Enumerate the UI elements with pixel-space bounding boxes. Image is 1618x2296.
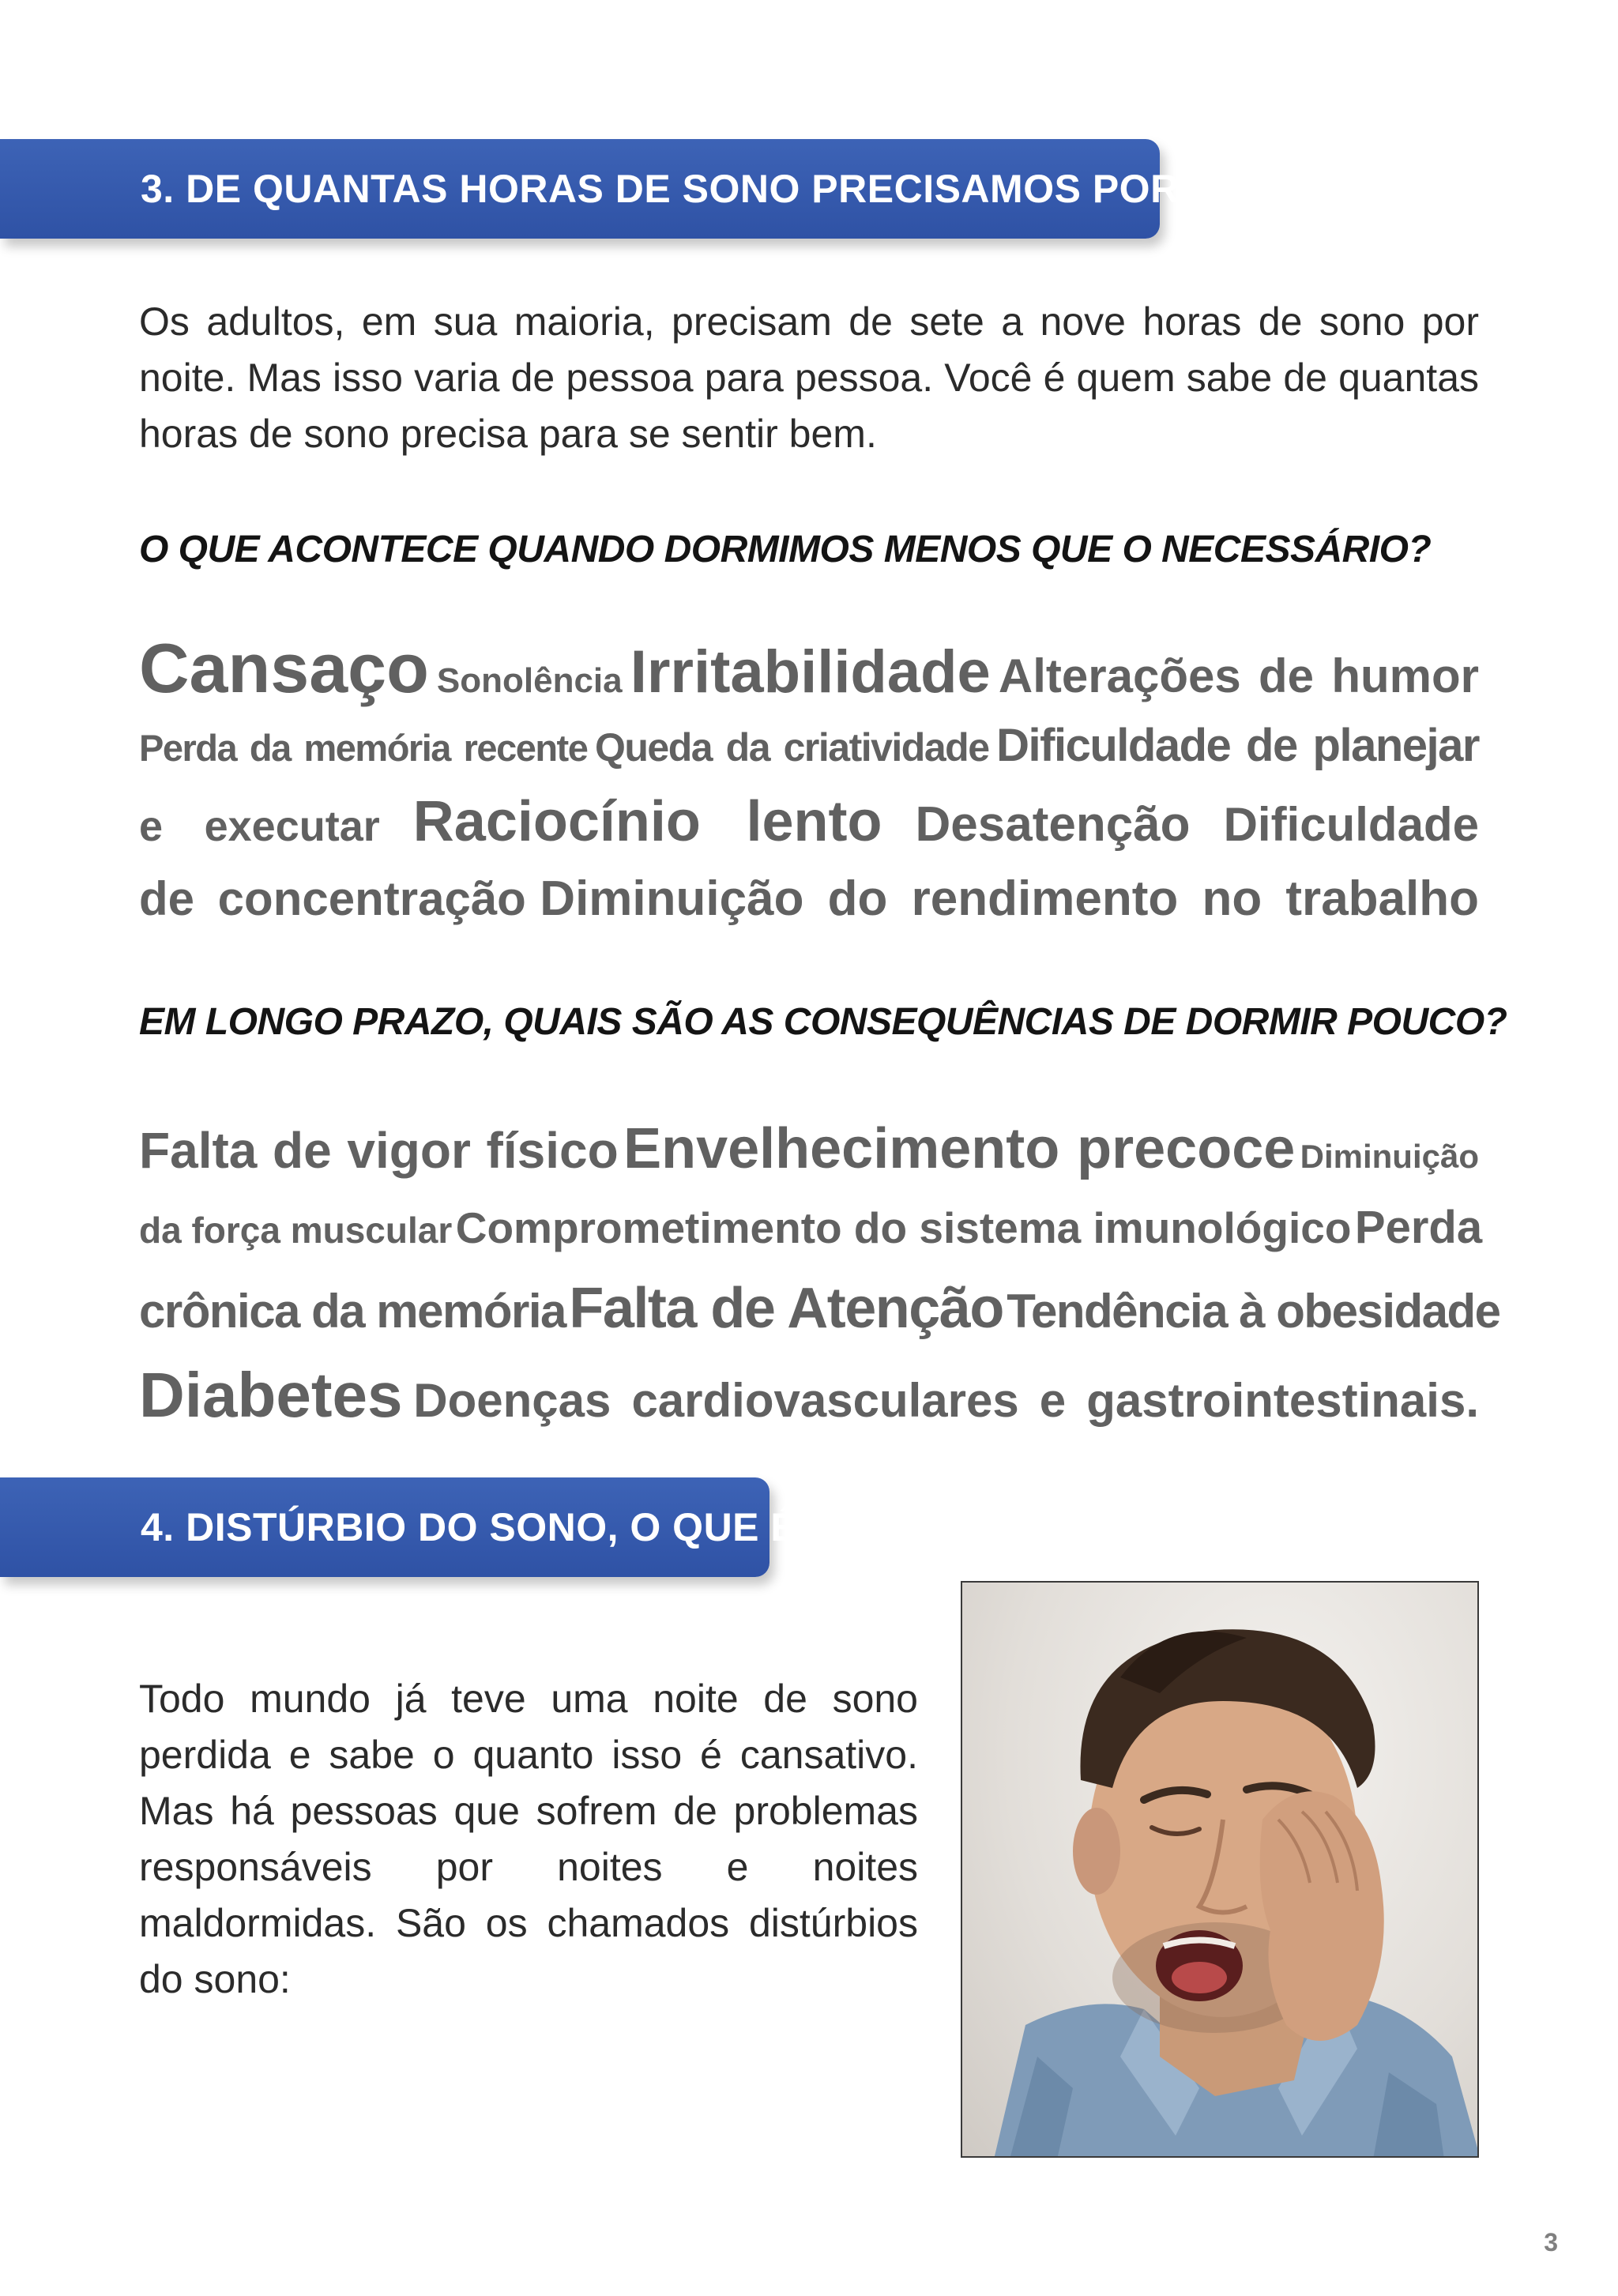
cloud-word: Doenças cardiovasculares e gastrointestinais. xyxy=(413,1374,1479,1427)
cloud-word: Irritabilidade xyxy=(630,638,991,706)
cloud-line xyxy=(139,1106,1479,1191)
cloud-line xyxy=(139,713,1479,779)
long-term-effects-word-cloud xyxy=(139,1106,1500,1438)
page-number: 3 xyxy=(1544,2228,1558,2256)
cloud-word: Perda da memória recente xyxy=(139,727,588,769)
cloud-word: Envelhecimento precoce xyxy=(623,1117,1296,1180)
question-long-term: EM LONGO PRAZO, QUAIS SÃO AS CONSEQUÊNCIAS DE DORMIR POUCO? xyxy=(139,1001,1507,1043)
cloud-line xyxy=(139,1353,1479,1438)
cloud-word: Diabetes xyxy=(139,1360,403,1430)
intro-paragraph: Os adultos, em sua maioria, precisam de sete a nove horas de sono por noite. Mas isso varia de pessoa para pessoa. Você é quem sabe de quantas horas de sono precisa para se sentir bem. xyxy=(139,299,1479,456)
cloud-word: Diminuição do rendimento no trabalho xyxy=(540,871,1479,926)
disorder-paragraph: Todo mundo já teve uma noite de sono perdida e sabe o quanto isso é cansativo. Mas há pessoas que sofrem de problemas responsáveis por noites e noites maldormidas. São os chamados distúrbios do sono: xyxy=(139,1677,918,2001)
question-short-term: O QUE ACONTECE QUANDO DORMIMOS MENOS QUE O NECESSÁRIO? xyxy=(139,529,1432,570)
cloud-line xyxy=(139,624,1479,713)
cloud-word: Alterações de humor xyxy=(998,649,1479,702)
cloud-word: Queda da criatividade xyxy=(595,725,989,770)
short-term-effects-word-cloud xyxy=(139,624,1479,934)
cloud-line xyxy=(139,1191,1483,1264)
cloud-word: Perda xyxy=(1354,1202,1483,1253)
cloud-word: crônica da memória xyxy=(139,1285,566,1338)
cloud-word: Falta de Atenção xyxy=(569,1277,1003,1340)
cloud-word: Falta de vigor físico xyxy=(139,1122,619,1179)
section-4-header xyxy=(0,1477,822,1577)
cloud-word: Sonolência xyxy=(436,661,623,700)
cloud-line xyxy=(139,779,1479,864)
cloud-word: Dificuldade de planejar xyxy=(996,720,1479,771)
section-4-title: 4. DISTÚRBIO DO SONO, O QUE É? xyxy=(141,1505,822,1549)
cloud-word: de concentração xyxy=(139,872,526,925)
yawning-man-illustration xyxy=(962,1583,1479,2158)
cloud-word: Dificuldade xyxy=(1223,798,1479,851)
cloud-word: da força muscular xyxy=(139,1210,453,1251)
cloud-word: Tendência à obesidade xyxy=(1007,1285,1500,1338)
cloud-word: Diminuição xyxy=(1300,1138,1479,1175)
cloud-word: Desatenção xyxy=(915,797,1191,852)
cloud-word: e executar xyxy=(139,803,380,850)
cloud-word: Cansaço xyxy=(139,629,429,707)
cloud-line xyxy=(139,1264,1500,1353)
yawning-man-photo xyxy=(961,1581,1479,2158)
cloud-word: Raciocínio lento xyxy=(412,790,882,853)
cloud-word: Comprometimento do sistema imunológico xyxy=(455,1203,1352,1252)
cloud-line xyxy=(139,864,1479,934)
section-3-header xyxy=(0,139,1285,239)
section-3-title: 3. DE QUANTAS HORAS DE SONO PRECISAMOS POR DIA? xyxy=(141,167,1285,211)
